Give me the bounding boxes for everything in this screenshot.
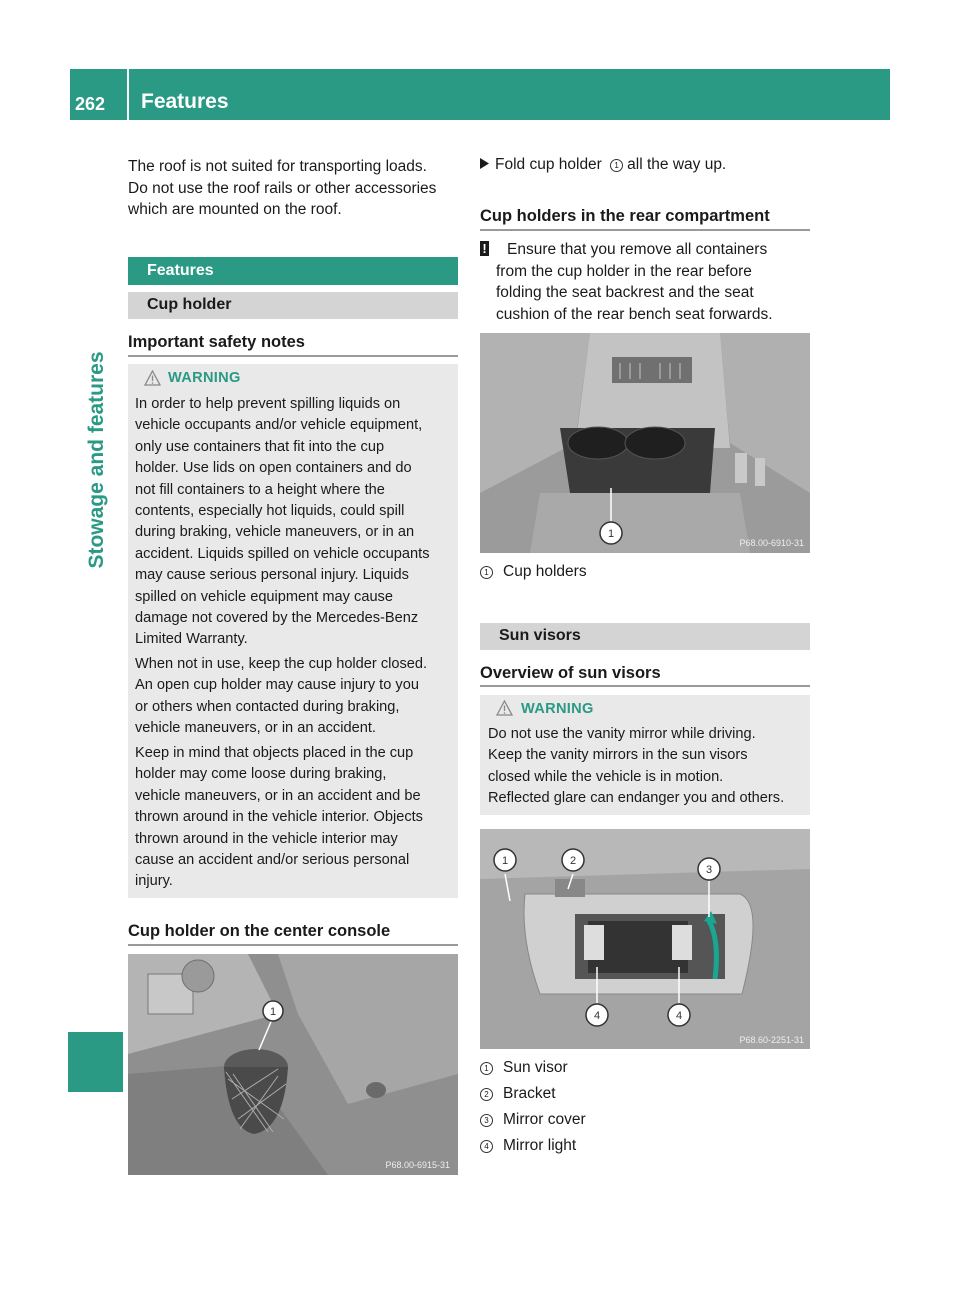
warning-line: holder. Use lids on open containers and do xyxy=(135,460,412,477)
legend-item xyxy=(480,1081,586,1107)
heading-rule xyxy=(128,944,458,946)
visor-legend xyxy=(480,1055,586,1159)
sun-visor-image xyxy=(480,829,810,1049)
image-code: P68.00-6910-31 xyxy=(739,538,804,548)
warning-line: Do not use the vanity mirror while driving. xyxy=(488,726,756,742)
legend-item xyxy=(480,559,587,585)
warning-line: thrown around in the vehicle interior may xyxy=(135,830,398,847)
warning-line: Keep the vanity mirrors in the sun visors xyxy=(488,747,748,764)
warning-line: damage not covered by the Mercedes-Benz xyxy=(135,610,419,627)
notice-line: cushion of the rear bench seat forwards. xyxy=(496,305,773,323)
image-code: P68.00-6915-31 xyxy=(385,1160,450,1170)
callout-circle: 1 xyxy=(480,566,493,579)
chapter-tab-marker xyxy=(68,1032,123,1092)
warning-line: or others when contacted during braking, xyxy=(135,698,400,715)
notice-mark: ! xyxy=(480,241,489,256)
heading-rule xyxy=(128,355,458,357)
warning-line: only use containers that fit into the cup xyxy=(135,438,385,455)
step-fold-cup-holder xyxy=(480,156,726,174)
warning-line: spilled on vehicle equipment may cause xyxy=(135,588,393,605)
warning-line: vehicle occupants and/or vehicle equipment, xyxy=(135,417,423,434)
heading-center-console: Cup holder on the center console xyxy=(128,922,391,940)
console-illustration xyxy=(128,954,458,1175)
warning-triangle-icon xyxy=(496,700,513,716)
legend-item xyxy=(480,1107,586,1133)
notice-paragraph xyxy=(496,239,814,325)
header-title: Features xyxy=(141,90,229,113)
warning-title: WARNING xyxy=(521,701,594,717)
heading-rear-compartment: Cup holders in the rear compartment xyxy=(480,207,770,225)
callout-number-2: 2 xyxy=(569,855,577,867)
sun-visor-illustration xyxy=(480,829,810,1049)
rear-compartment-illustration xyxy=(480,333,810,553)
rear-cup-holder-image xyxy=(480,333,810,553)
warning-line: An open cup holder may cause injury to you xyxy=(135,677,419,694)
warning-line: not fill containers to a height where the xyxy=(135,481,385,498)
warning-paragraph-2 xyxy=(135,654,457,740)
warning-line: may cause serious personal injury. Liquids xyxy=(135,567,409,584)
callout-circle: 3 xyxy=(480,1114,493,1127)
callout-number-4: 4 xyxy=(675,1010,683,1022)
warning-line: cause an accident and/or serious personal xyxy=(135,852,410,869)
heading-rule xyxy=(480,685,810,687)
warning-line: injury. xyxy=(135,873,173,890)
callout-circle: 1 xyxy=(480,1062,493,1075)
heading-rule xyxy=(480,229,810,231)
warning-line: In order to help prevent spilling liquids on xyxy=(135,396,401,412)
header-divider xyxy=(127,69,129,120)
warning-paragraph xyxy=(488,724,810,810)
step-text-suffix: all the way up. xyxy=(627,156,727,173)
callout-number-1: 1 xyxy=(501,855,509,867)
rear-legend xyxy=(480,559,587,585)
callout-number: 1 xyxy=(607,528,615,540)
arrow-right-icon xyxy=(480,158,489,169)
warning-paragraph-1 xyxy=(135,394,457,651)
warning-line: vehicle maneuvers, or in an accident. xyxy=(135,720,376,737)
warning-line: Limited Warranty. xyxy=(135,631,248,648)
warning-title: WARNING xyxy=(168,370,241,386)
warning-line: When not in use, keep the cup holder closed. xyxy=(135,656,428,672)
notice-line: from the cup holder in the rear before xyxy=(496,262,752,280)
legend-label: Mirror cover xyxy=(503,1111,586,1128)
callout-circle: 2 xyxy=(480,1088,493,1101)
page-number: 262 xyxy=(75,94,106,114)
subsection-cup-holder: Cup holder xyxy=(128,292,458,319)
section-sun-visors: Sun visors xyxy=(480,623,810,650)
legend-item xyxy=(480,1055,586,1081)
callout-circle: 4 xyxy=(480,1140,493,1153)
center-console-cup-holder-image xyxy=(128,954,458,1175)
heading-safety-notes: Important safety notes xyxy=(128,333,305,351)
intro-paragraph xyxy=(128,156,463,221)
warning-line: accident. Liquids spilled on vehicle occupants xyxy=(135,545,430,562)
warning-line: Reflected glare can endanger you and others. xyxy=(488,790,785,807)
intro-line: which are mounted on the roof. xyxy=(128,201,342,218)
warning-line: Keep in mind that objects placed in the cup xyxy=(135,745,414,761)
chapter-tab-label: Stowage and features xyxy=(85,351,108,569)
warning-line: during braking, vehicle maneuvers, or in an xyxy=(135,524,415,541)
callout-number: 1 xyxy=(269,1006,277,1018)
section-features: Features xyxy=(128,257,458,285)
callout-circle: 1 xyxy=(610,159,623,172)
step-text-prefix: Fold cup holder xyxy=(495,156,602,173)
legend-item xyxy=(480,1133,586,1159)
intro-line: Do not use the roof rails or other accessories xyxy=(128,179,437,197)
warning-line: thrown around in the vehicle interior. Objects xyxy=(135,809,423,826)
legend-label: Bracket xyxy=(503,1085,556,1102)
warning-line: closed while the vehicle is in motion. xyxy=(488,768,724,785)
legend-label: Mirror light xyxy=(503,1137,577,1154)
notice-line: folding the seat backrest and the seat xyxy=(496,284,754,301)
callout-number-4: 4 xyxy=(593,1010,601,1022)
heading-overview-sun-visors: Overview of sun visors xyxy=(480,664,661,682)
legend-label: Cup holders xyxy=(503,563,587,580)
warning-paragraph-3 xyxy=(135,743,457,893)
warning-triangle-icon xyxy=(144,370,161,386)
warning-line: holder may come loose during braking, xyxy=(135,766,387,783)
notice-line: Ensure that you remove all containers xyxy=(507,241,768,258)
legend-label: Sun visor xyxy=(503,1059,568,1076)
warning-line: contents, especially hot liquids, could spill xyxy=(135,503,405,520)
image-code: P68.60-2251-31 xyxy=(739,1035,804,1045)
callout-number-3: 3 xyxy=(705,864,713,876)
warning-line: vehicle maneuvers, or in an accident and be xyxy=(135,787,421,804)
intro-line: The roof is not suited for transporting loads. xyxy=(128,158,427,175)
